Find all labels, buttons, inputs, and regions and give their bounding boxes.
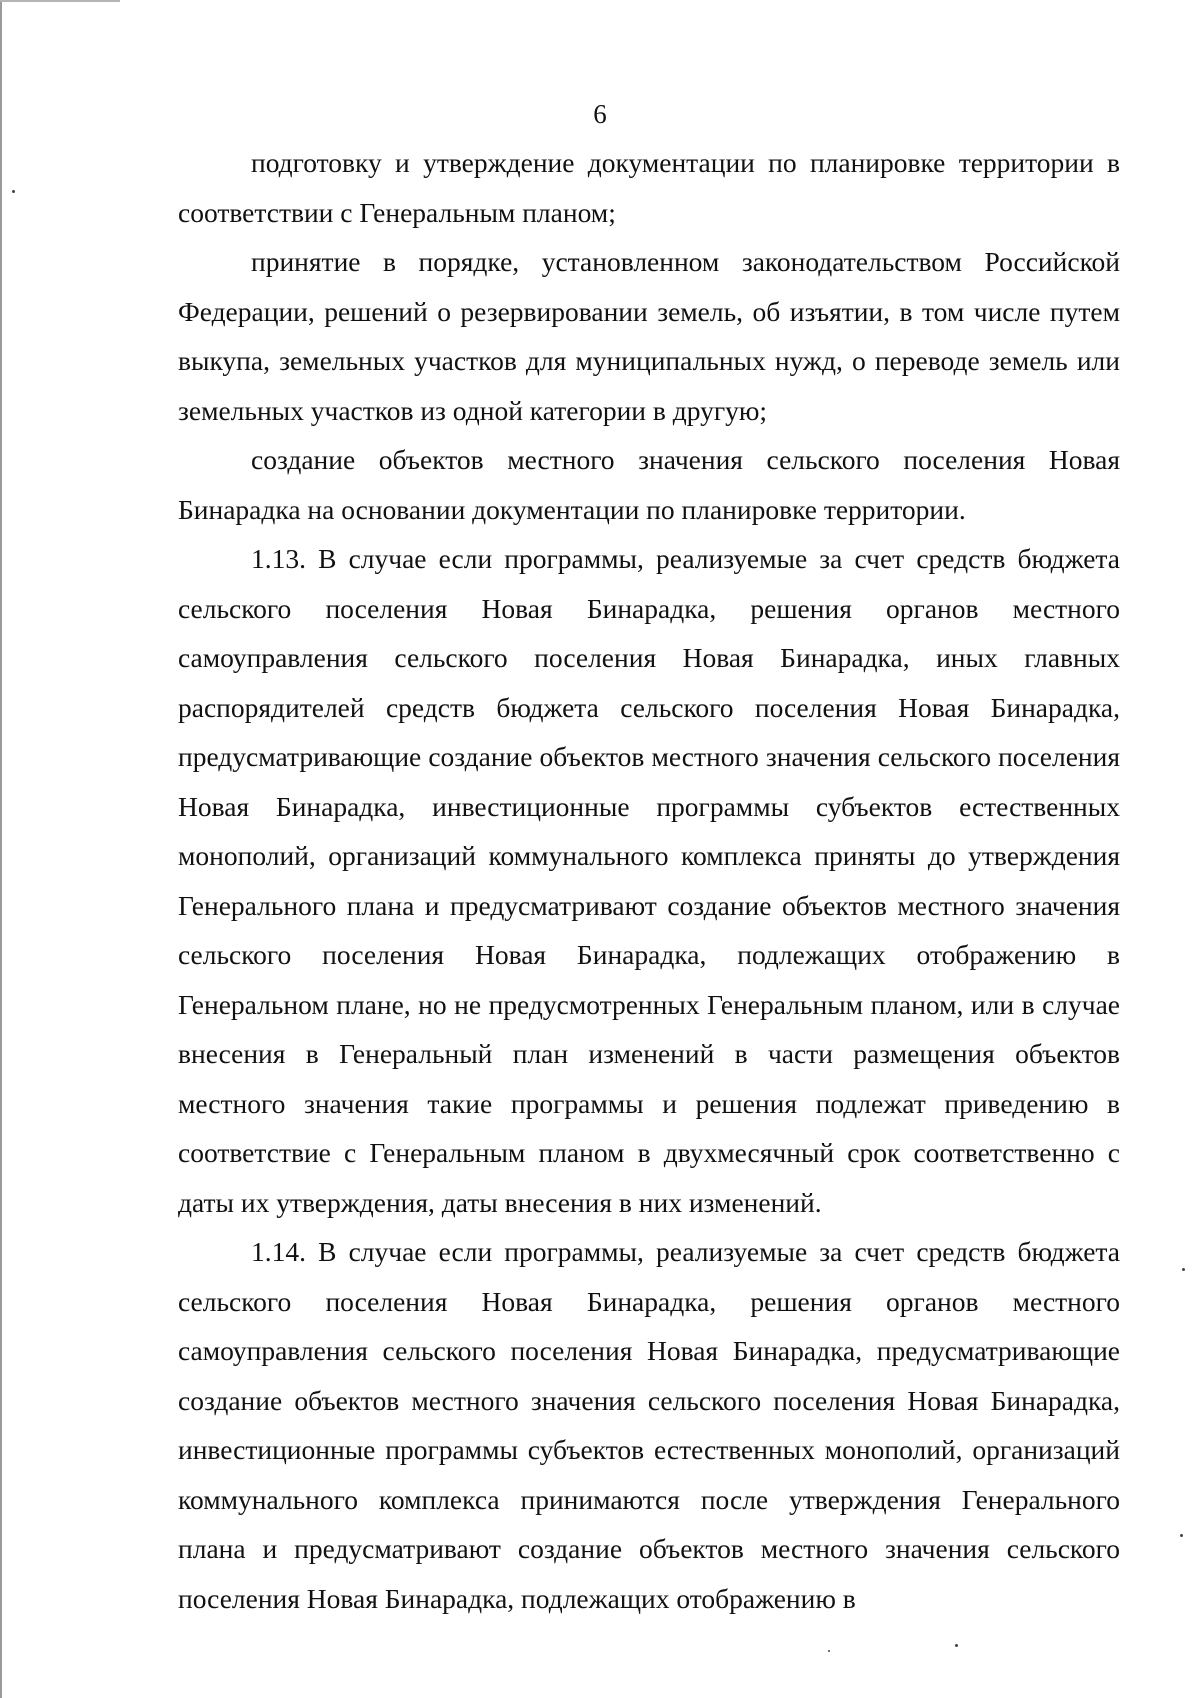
- scan-top-edge: [0, 0, 120, 2]
- scan-speck: [828, 1650, 830, 1652]
- paragraph-1-14: 1.14. В случае если программы, реализуемые за счет средств бюджета сельского поселения Новая Бинарадка, решения органов местного самоуправления сельского поселения Новая Бинарадка, предусматривающие создание объектов местного значения сельского поселения Новая Бинарадка, инвестиционные программы субъектов естественных монополий, организаций коммунального комплекса принимаются после утверждения Генерального плана и предусматривают создание объектов местного значения сельского поселения Новая Бинарадка, подлежащих отображению в: [178, 1236, 1120, 1614]
- scan-speck: [955, 1644, 958, 1647]
- scan-left-edge: [0, 0, 2, 1698]
- scan-speck: [12, 190, 15, 193]
- paragraph-local-objects: создание объектов местного значения сельского поселения Новая Бинарадка на основании документации по планировке территории.: [178, 444, 1120, 525]
- scan-speck: [1180, 1534, 1183, 1537]
- paragraph-documentation: подготовку и утверждение документации по планировке территории в соответствии с Генеральным планом;: [178, 147, 1120, 228]
- document-body: [178, 138, 1120, 1623]
- paragraph-land-reservation: принятие в порядке, установленном законодательством Российской Федерации, решений о резервировании земель, об изъятии, в том числе путем выкупа, земельных участков для муниципальных нужд, о переводе земель или земельных участков из одной категории в другую;: [178, 246, 1120, 426]
- scan-speck: [1182, 1268, 1185, 1271]
- paragraph-1-13: 1.13. В случае если программы, реализуемые за счет средств бюджета сельского поселения Новая Бинарадка, решения органов местного самоуправления сельского поселения Новая Бинарадка, иных главных распорядителей средств бюджета сельского поселения Новая Бинарадка, предусматривающие создание объектов местного значения сельского поселения Новая Бинарадка, инвестиционные программы субъектов естественных монополий, организаций коммунального комплекса приняты до утверждения Генерального плана и предусматривают создание объектов местного значения сельского поселения Новая Бинарадка, подлежащих отображению в Генеральном плане, но не предусмотренных Генеральным планом, или в случае внесения в Генеральный план изменений в части размещения объектов местного значения такие программы и решения подлежат приведению в соответствие с Генеральным планом в двухмесячный срок соответственно с даты их утверждения, даты внесения в них изменений.: [178, 543, 1120, 1218]
- page-number: 6: [593, 99, 607, 129]
